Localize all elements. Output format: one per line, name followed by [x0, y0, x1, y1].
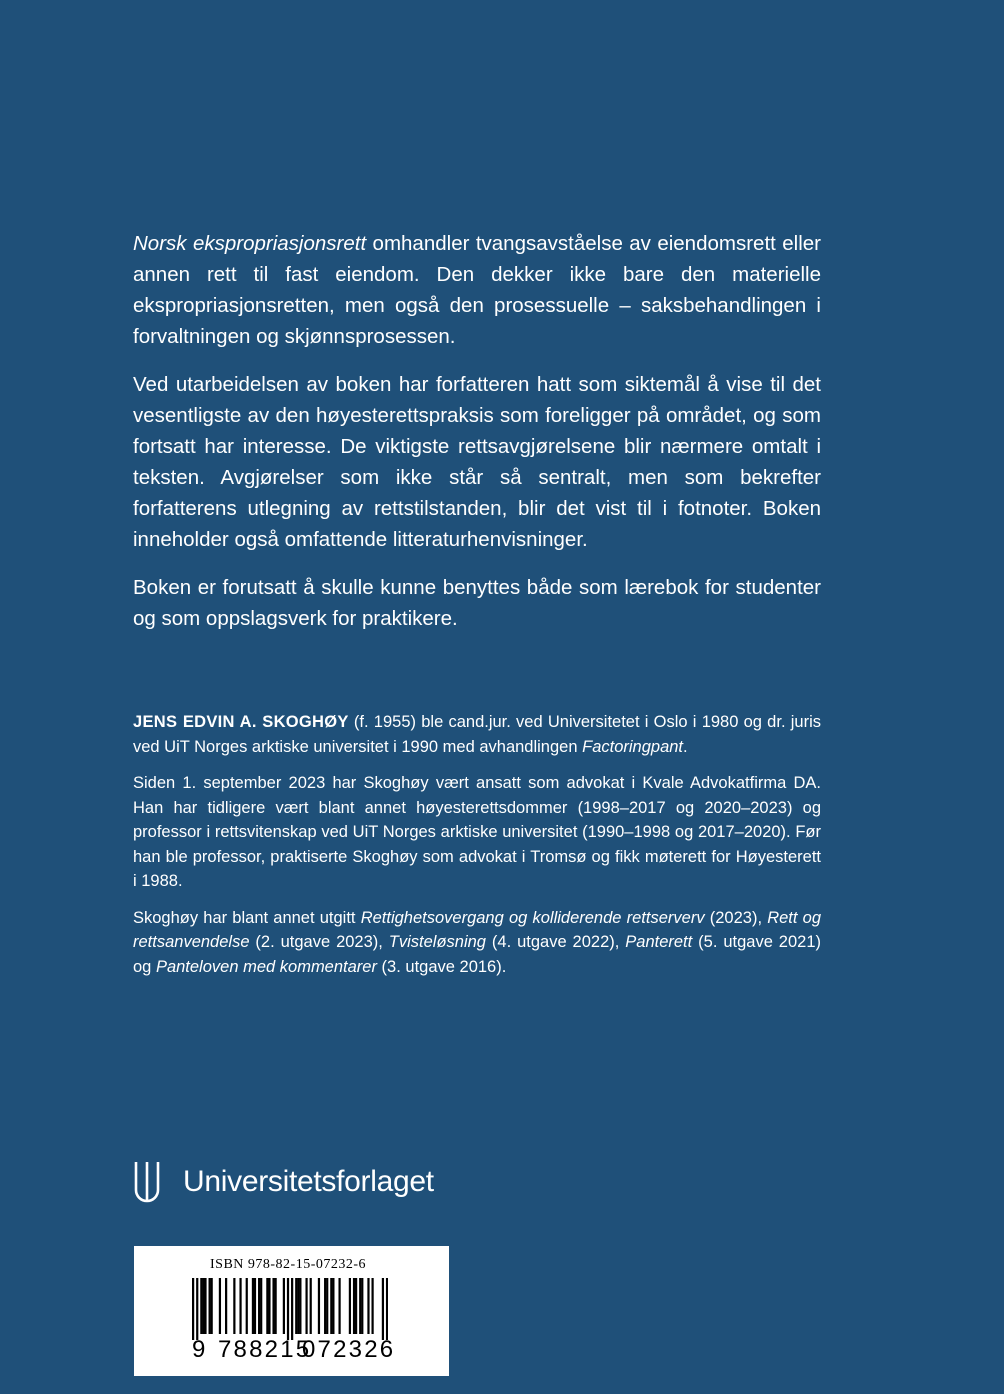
cover-blurb [133, 228, 821, 651]
barcode-bar [200, 1278, 202, 1334]
barcode-bar [202, 1278, 204, 1334]
author-name: JENS EDVIN A. SKOGHØY [133, 713, 349, 731]
barcode-bar [287, 1278, 289, 1340]
author-bio [133, 710, 821, 991]
bio-paragraph-3: Skoghøy har blant annet utgitt Rettighetsovergang og kolliderende rettserverv (2023), Rett og rettsanvendelse (2. utgave 2023), Tvisteløsning (4. utgave 2022), Panterett (5. utgave 2021) og Panteloven med kommentarer (3. utgave 2016). [133, 908, 822, 976]
bio-paragraph-1: JENS EDVIN A. SKOGHØY (f. 1955) ble cand.jur. ved Universitetet i Oslo i 1980 og dr. juris ved UiT Norges arktiske universitet i 1990 med avhandlingen Factoringpant. [133, 713, 821, 756]
barcode-bar [239, 1278, 241, 1334]
barcode-bar [209, 1278, 211, 1334]
barcode-digit-first: 9 [192, 1336, 206, 1363]
barcode-bar [254, 1278, 256, 1334]
barcode-bar [272, 1278, 274, 1334]
blurb-paragraph-2: Ved utarbeidelsen av boken har forfatteren hatt som siktemål å vise til det vesentligste av den høyesterettspraksis som foreligger på området, og som fortsatt har interesse. De viktigste rettsavgjørelsene blir nærmere omtalt i teksten. Avgjørelser som ikke står så sentralt, men som bekrefter forfatterens utlegning av rettstilstanden, blir det vist til i fotnoter. Boken inneholder også omfattende litteraturhenvisninger. [133, 373, 821, 551]
barcode-bar [258, 1278, 260, 1334]
barcode-bar [367, 1278, 369, 1334]
barcode-bar [192, 1278, 194, 1340]
barcode-bar [283, 1278, 285, 1334]
barcode-bar [353, 1278, 355, 1334]
bio-paragraph-2: Siden 1. september 2023 har Skoghøy vært ansatt som advokat i Kvale Advokatfirma DA. Han har tidligere vært blant annet høyesterettsdommer (1998–2017 og 2020–2023) og professor i rettsvitenskap ved UiT Norges arktiske universitet (1990–1998 og 2017–2020). Før han ble professor, praktiserte Skoghøy som advokat i Tromsø og fikk møterett for Høyesterett i 1988. [133, 774, 821, 890]
barcode-bar [275, 1278, 277, 1334]
blurb-paragraph-1: Norsk ekspropriasjonsrett omhandler tvangsavståelse av eiendomsrett eller annen rett til fast eiendom. Den dekker ikke bare den materielle ekspropriasjonsretten, men også den prosessuelle – saksbehandlingen i forvaltningen og skjønnsprosessen. [133, 232, 821, 348]
barcode-bar [260, 1278, 262, 1334]
barcode-bar [359, 1278, 361, 1334]
barcode-bar [349, 1278, 351, 1334]
barcode-bar [225, 1278, 227, 1334]
barcode-bar [330, 1278, 332, 1334]
barcode-bar [246, 1278, 248, 1334]
barcode-digits-left: 788215 [218, 1336, 312, 1363]
book-title: Norsk ekspropriasjonsrett [133, 232, 367, 255]
barcode-bar [318, 1278, 320, 1334]
publisher-block [133, 1160, 434, 1204]
barcode-bar [268, 1278, 270, 1334]
barcode-bar [371, 1278, 373, 1334]
barcode-bar [196, 1278, 198, 1340]
barcode-bar [295, 1278, 297, 1334]
barcode-bar [355, 1278, 357, 1334]
barcode-bar [211, 1278, 213, 1334]
barcode-bar [219, 1278, 221, 1334]
blurb-paragraph-3: Boken er forutsatt å skulle kunne benyttes både som lærebok for studenter og som oppslagsverk for praktikere. [133, 576, 821, 630]
universitetsforlaget-logo-icon [133, 1160, 161, 1204]
barcode-bar [361, 1278, 363, 1334]
barcode-bar [266, 1278, 268, 1334]
publisher-name: Universitetsforlaget [183, 1165, 434, 1198]
barcode-bar [252, 1278, 254, 1334]
barcode-bar [233, 1278, 235, 1334]
barcode-bar [386, 1278, 388, 1340]
barcode-bar [332, 1278, 334, 1334]
barcode-bars [192, 1278, 388, 1340]
barcode-bar [382, 1278, 384, 1340]
barcode-bar [326, 1278, 328, 1334]
barcode-bar [305, 1278, 307, 1334]
barcode-bar [299, 1278, 301, 1334]
isbn-label: ISBN 978-82-15-07232-6 [210, 1257, 367, 1272]
barcode-bar [204, 1278, 206, 1334]
barcode-bar [324, 1278, 326, 1334]
barcode-panel [134, 1246, 449, 1376]
barcode-bar [291, 1278, 293, 1340]
barcode-bar [297, 1278, 299, 1334]
barcode-bar [310, 1278, 312, 1334]
barcode-digits-right: 072326 [302, 1336, 396, 1363]
barcode-bar [338, 1278, 340, 1334]
